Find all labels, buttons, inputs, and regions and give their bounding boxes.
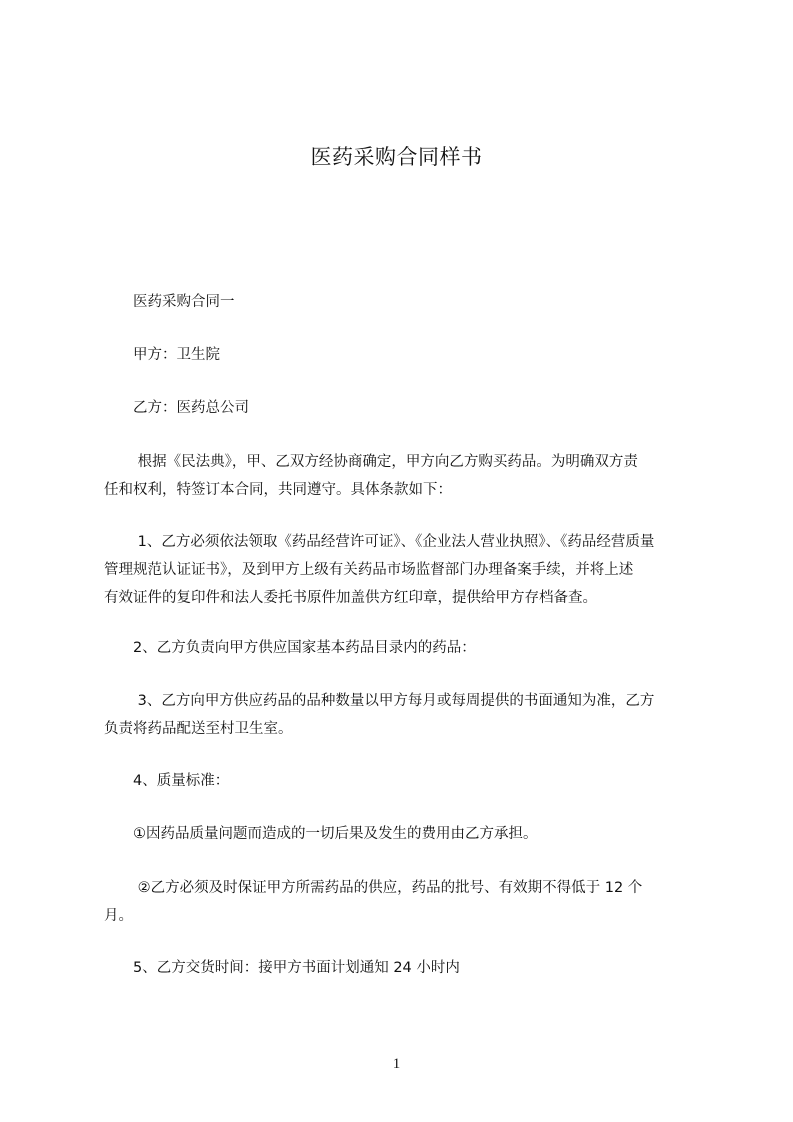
paragraph-clause-2 <box>104 634 714 662</box>
paragraph-quality-item-2 <box>104 874 714 930</box>
paragraph-clause-3 <box>104 687 714 743</box>
paragraph-party-b <box>104 394 714 422</box>
paragraph-line: 乙方：医药总公司 <box>104 400 249 416</box>
paragraph-line: 5、乙方交货时间：接甲方书面计划通知 24 小时内 <box>104 960 460 976</box>
paragraph-line: 月。 <box>104 908 133 924</box>
paragraph-line: 有效证件的复印件和法人委托书原件加盖供方红印章，提供给甲方存档备查。 <box>104 590 597 606</box>
paragraph-line: 2、乙方负责向甲方供应国家基本药品目录内的药品： <box>104 640 476 656</box>
paragraph-line: 管理规范认证证书》，及到甲方上级有关药品市场监督部门办理备案手续，并将上述 <box>104 562 634 578</box>
paragraph-line: ①因药品质量问题而造成的一切后果及发生的费用由乙方承担。 <box>104 826 538 842</box>
paragraph-contract-heading <box>104 288 714 316</box>
paragraph-line: 甲方：卫生院 <box>104 347 220 363</box>
paragraph-line: 任和权利，特签订本合同，共同遵守。具体条款如下： <box>104 482 452 498</box>
paragraph-line: 4、质量标准： <box>104 773 230 789</box>
paragraph-line: 根据《民法典》，甲、乙双方经协商确定，甲方向乙方购买药品。为明确双方责 <box>104 454 638 470</box>
paragraph-party-a <box>104 341 714 369</box>
page-number: 1 <box>392 1056 401 1072</box>
paragraph-intro <box>104 448 714 504</box>
paragraph-line: 3、乙方向甲方供应药品的品种数量以甲方每月或每周提供的书面通知为准，乙方 <box>104 693 655 709</box>
paragraph-line: 1、乙方必须依法领取《药品经营许可证》、《企业法人营业执照》、《药品经营质量 <box>104 534 655 550</box>
paragraph-line: 医药采购合同一 <box>104 294 235 310</box>
paragraph-line: 负责将药品配送至村卫生室。 <box>104 721 293 737</box>
paragraph-clause-4 <box>104 767 714 795</box>
document-title: 医药采购合同样书 <box>310 145 483 169</box>
paragraph-clause-5 <box>104 954 714 982</box>
paragraph-clause-1 <box>104 528 714 612</box>
paragraph-line: ②乙方必须及时保证甲方所需药品的供应，药品的批号、有效期不得低于 12 个 <box>104 880 643 896</box>
paragraph-quality-item-1 <box>104 820 714 848</box>
